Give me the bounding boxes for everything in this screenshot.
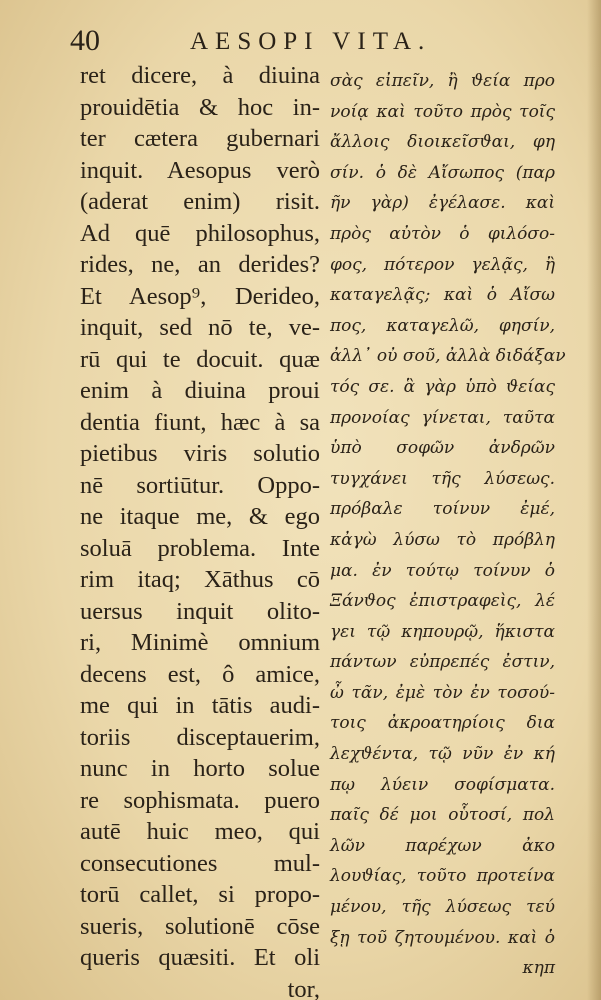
- greek-text-line: μα. ἐν τούτῳ τοίνυν ὁ: [330, 560, 555, 581]
- latin-text-line: inquit. Aesopus verò: [80, 156, 320, 184]
- greek-text-line: νοίᾳ καὶ τοῦτο πρὸς τοῖς: [330, 101, 555, 122]
- greek-text-line: πῳ λύειν σοφίσματα.: [330, 774, 555, 795]
- greek-text-line: ξῃ τοῦ ζητουμένου. καὶ ὁ: [330, 927, 555, 948]
- latin-text-line: uersus inquit olito-: [80, 597, 320, 625]
- latin-text-line: (aderat enim) risit.: [80, 188, 320, 215]
- latin-text-line: queris quæsiti. Et oli: [80, 944, 320, 971]
- greek-text-line: λουϑίας, τοῦτο προτείνα: [330, 866, 555, 887]
- latin-text-line: soluā problema. Inte: [80, 534, 320, 562]
- greek-text-line: φος, πότερον γελᾷς, ἢ: [330, 254, 555, 275]
- latin-text-line: prouidētia & hoc in-: [80, 93, 320, 121]
- latin-text-line: decens est, ô amice,: [80, 660, 320, 688]
- latin-text-line: dentia fiunt, hæc à sa: [80, 408, 320, 436]
- latin-text-line: torū callet, si propo-: [80, 881, 320, 908]
- greek-text-line: ἄλλοις διοικεῖσϑαι, φη: [330, 132, 555, 153]
- latin-text-line: ter cætera gubernari: [80, 125, 320, 152]
- greek-text-line: καταγελᾷς; καὶ ὁ Αἴσω: [330, 285, 555, 306]
- running-title: AESOPI VITA.: [190, 28, 432, 55]
- latin-text-line: pietibus viris solutio: [80, 440, 320, 467]
- latin-column: [80, 60, 320, 1000]
- greek-text-line: σὰς εἰπεῖν, ἢ ϑεία προ: [330, 71, 555, 91]
- greek-text-line: ὑπὸ σοφῶν ἀνδρῶν: [330, 438, 555, 459]
- latin-text-line: ri, Minimè omnium: [80, 629, 320, 656]
- latin-text-line: rū qui te docuit. quæ: [80, 345, 320, 373]
- greek-text-line: προνοίας γίνεται, ταῦτα: [330, 407, 555, 428]
- latin-text-line: nē sortiūtur. Oppo-: [80, 471, 320, 499]
- latin-text-line: Ad quē philosophus,: [80, 219, 320, 247]
- greek-text-line: πάντων εὐπρεπές ἐστιν,: [330, 652, 555, 673]
- latin-text-line: consecutiones mul-: [80, 849, 320, 877]
- greek-text-line: ὦ τᾶν, ἐμὲ τὸν ἐν τοσού-: [330, 682, 555, 703]
- greek-column: [330, 66, 566, 984]
- greek-text-line: Ξάνϑος ἐπιστραφεὶς, λέ: [330, 591, 555, 612]
- greek-text-line: τυγχάνει τῆς λύσεως.: [330, 468, 555, 489]
- latin-text-line: ne itaque me, & ego: [80, 503, 320, 530]
- latin-text-line: toriis disceptauerim,: [80, 723, 320, 751]
- greek-text-line: ῆν γὰρ) ἐγέλασε. καὶ: [330, 193, 555, 214]
- latin-text-line: sueris, solutionē cōse: [80, 912, 320, 940]
- latin-text-line: re sophismata. puero: [80, 786, 320, 814]
- greek-text-line: μένου, τῆς λύσεως τεύ: [330, 897, 555, 918]
- greek-text-line: ἀλλ᾽ οὐ σοῦ, ἀλλὰ διδάξαν: [330, 346, 566, 367]
- latin-text-line: me qui in tātis audi-: [80, 692, 320, 719]
- greek-text-line: πρὸς αὐτὸν ὁ φιλόσο-: [330, 223, 555, 244]
- greek-text-line: παῖς δέ μοι οὗτοσί, πολ: [330, 805, 555, 826]
- greek-text-line: σίν. ὁ δὲ Αἴσωπος (παρ: [330, 162, 555, 183]
- greek-text-line: κηπ: [522, 958, 555, 979]
- page-edge-shadow: [587, 0, 601, 1000]
- greek-text-line: λῶν παρέχων ἀκο: [330, 835, 555, 856]
- greek-text-line: κἀγὼ λύσω τὸ πρόβλη: [330, 529, 555, 550]
- greek-text-line: λεχϑέντα, τῷ νῦν ἐν κή: [330, 744, 555, 765]
- latin-text-line: tor,: [287, 975, 320, 1000]
- latin-text-line: rim itaq; Xāthus cō: [80, 566, 320, 593]
- greek-text-line: τοις ἀκροατηρίοις δια: [330, 713, 555, 734]
- greek-text-line: πρόβαλε τοίνυν ἐμέ,: [330, 499, 555, 520]
- latin-text-line: autē huic meo, qui: [80, 818, 320, 845]
- latin-text-line: inquit, sed nō te, ve-: [80, 314, 320, 341]
- latin-text-line: rides, ne, an derides?: [80, 251, 320, 278]
- latin-text-line: Et Aesop⁹, Derideo,: [80, 282, 320, 310]
- greek-text-line: τός σε. ἃ γὰρ ὑπὸ ϑείας: [330, 376, 555, 397]
- greek-text-line: πος, καταγελῶ, φησίν,: [330, 315, 555, 336]
- page-number: 40: [70, 24, 100, 57]
- latin-text-line: ret dicere, à diuina: [80, 62, 320, 89]
- greek-text-line: γει τῷ κηπουρῷ, ἥκιστα: [330, 621, 555, 642]
- latin-text-line: enim à diuina proui: [80, 377, 320, 404]
- latin-text-line: nunc in horto solue: [80, 755, 320, 782]
